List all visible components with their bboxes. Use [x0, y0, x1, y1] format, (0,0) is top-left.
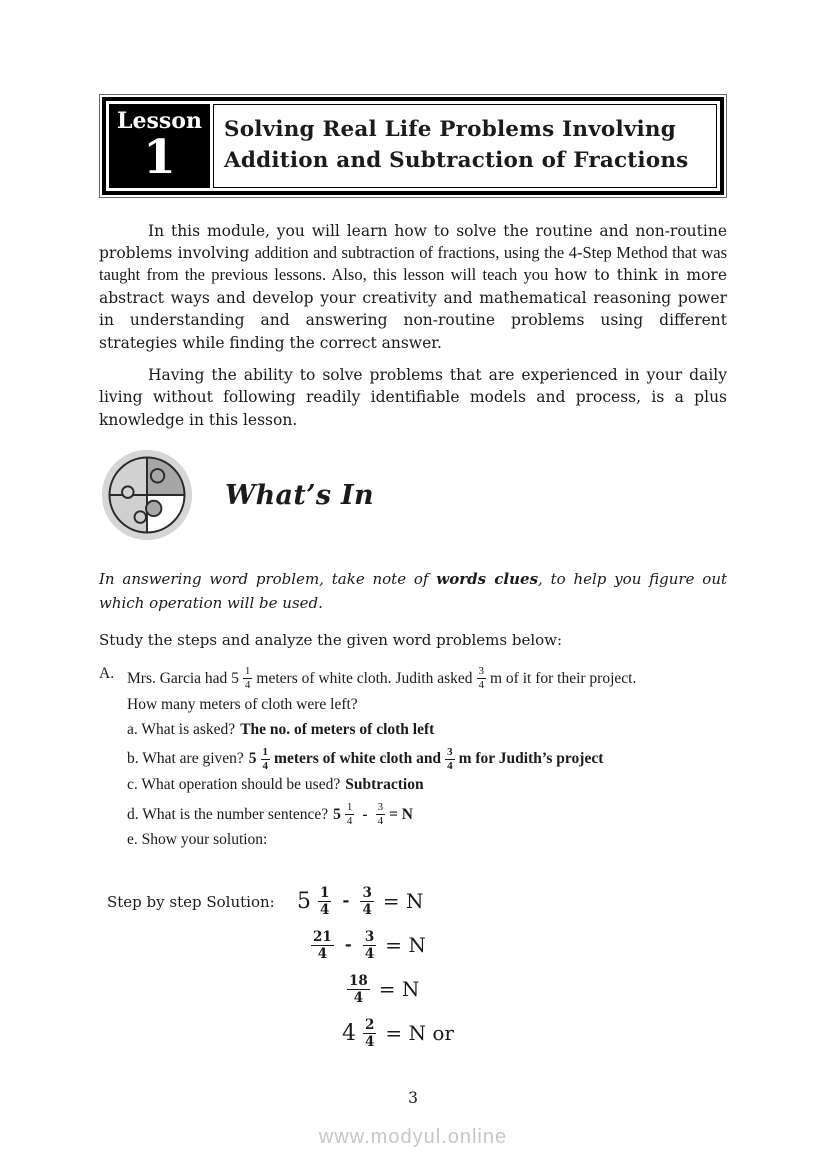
item-a-question: a. What is asked?: [127, 720, 236, 738]
item-d-whole: 5: [333, 805, 341, 823]
problem-a-body: [127, 665, 727, 853]
intro-p1-part3: how to think in more abstract ways and develop your creativity and mathematical reasoning power in understanding and answering non-routine problems using different strategies while finding the correct answer.: [99, 266, 727, 352]
equation-2: [306, 923, 727, 967]
item-c-answer: Subtraction: [345, 775, 424, 793]
item-a: [127, 721, 727, 743]
statement-pre: Mrs. Garcia had 5: [127, 669, 239, 687]
problem-a: [99, 665, 727, 853]
equation-4: [342, 1011, 727, 1055]
lesson-number: 1: [143, 130, 176, 186]
solution-label: Step by step Solution:: [107, 893, 275, 912]
lesson-title-line2: Addition and Subtraction of Fractions: [224, 147, 689, 173]
item-b: [127, 746, 727, 773]
problem-a-row: [99, 665, 727, 853]
minus-sign: -: [342, 891, 350, 912]
minus-sign: -: [344, 935, 352, 956]
lesson-header-inner-box: [102, 97, 724, 195]
item-b-answer-whole: 5: [248, 750, 257, 768]
note-emphasis: words clues: [436, 570, 539, 589]
statement-mid: meters of white cloth. Judith asked: [256, 669, 473, 687]
equation-3: [342, 967, 727, 1011]
problem-a-label: A.: [99, 665, 115, 683]
eq4-result: = N or: [385, 1021, 454, 1046]
statement-post: m of it for their project.: [490, 669, 637, 687]
fraction-one-fourth: $\frac{1}{4}$: [244, 665, 251, 692]
item-d-equals-n: = N: [389, 805, 413, 823]
eq4-whole: 4: [342, 1020, 356, 1046]
fraction-three-fourths: $\frac{3}{4}$: [364, 928, 375, 962]
fraction-one-fourth: $\frac{1}{4}$: [346, 800, 353, 828]
watermark: www.modyul.online: [318, 1126, 508, 1148]
note-pre: In answering word problem, take note of: [99, 570, 437, 589]
lesson-number-cell: [109, 104, 210, 188]
item-b-answer-post: m for Judith’s project: [458, 750, 604, 768]
solution-block: [99, 879, 727, 1055]
lesson-header-row: [109, 104, 717, 188]
intro-p1-part2: addition and subtraction of fractions, using the 4-Step Method that was taught from the previous lessons. Also, this lesson will teach you: [99, 242, 727, 285]
lesson-label: Lesson: [117, 108, 202, 134]
item-b-answer-mid: meters of white cloth and: [274, 750, 442, 768]
page-number: 3: [408, 1089, 418, 1107]
fraction-one-fourth: $\frac{1}{4}$: [262, 745, 269, 772]
eq1-result: = N: [382, 889, 424, 914]
item-e: e. Show your solution:: [127, 831, 268, 849]
eq1-whole: 5: [297, 888, 311, 914]
lesson-header-box: [99, 94, 727, 198]
minus-sign: -: [362, 805, 368, 823]
fraction-eighteen-fourths: $\frac{18}{4}$: [349, 972, 368, 1006]
intro-p1-part1: In this module, you will learn how to solve the routine and non-routine problems involving: [99, 221, 727, 262]
item-c-question: c. What operation should be used?: [127, 775, 341, 793]
puzzle-icon: [99, 447, 195, 543]
word-clues-note: [99, 567, 727, 615]
problem-a-statement: [127, 665, 727, 692]
whats-in-heading: What’s In: [225, 479, 374, 511]
item-a-answer: The no. of meters of cloth left: [240, 720, 435, 738]
fraction-two-fourths: $\frac{2}{4}$: [365, 1016, 375, 1050]
study-prompt: Study the steps and analyze the given word problems below:: [99, 631, 563, 650]
whats-in-section-header: [99, 447, 727, 543]
intro-paragraph-2: Having the ability to solve problems that are experienced in your daily living without following readily identifiable models and process, is a plus knowledge in this lesson.: [99, 365, 727, 429]
item-b-question: b. What are given?: [127, 750, 244, 768]
fraction-three-fourths: $\frac{3}{4}$: [447, 745, 453, 772]
fraction-three-fourths: $\frac{3}{4}$: [377, 800, 384, 828]
equation-1: [297, 879, 727, 923]
item-d: [127, 801, 727, 828]
fraction-twenty-one-fourths: $\frac{21}{4}$: [313, 928, 332, 962]
fraction-three-fourths: $\frac{3}{4}$: [362, 884, 372, 918]
eq3-result: = N: [378, 977, 420, 1002]
fraction-three-fourths: $\frac{3}{4}$: [478, 665, 484, 692]
item-d-question: d. What is the number sentence?: [127, 805, 329, 823]
lesson-title-cell: [213, 104, 717, 188]
intro-paragraph-1: [99, 220, 727, 354]
lesson-title-line1: Solving Real Life Problems Involving: [224, 117, 676, 143]
note-post: , to help you figure out which operation will be used.: [99, 570, 728, 613]
problem-a-question: How many meters of cloth were left?: [127, 695, 358, 713]
item-c: [127, 776, 727, 798]
eq2-result: = N: [385, 933, 426, 958]
fraction-one-fourth: $\frac{1}{4}$: [320, 884, 330, 918]
